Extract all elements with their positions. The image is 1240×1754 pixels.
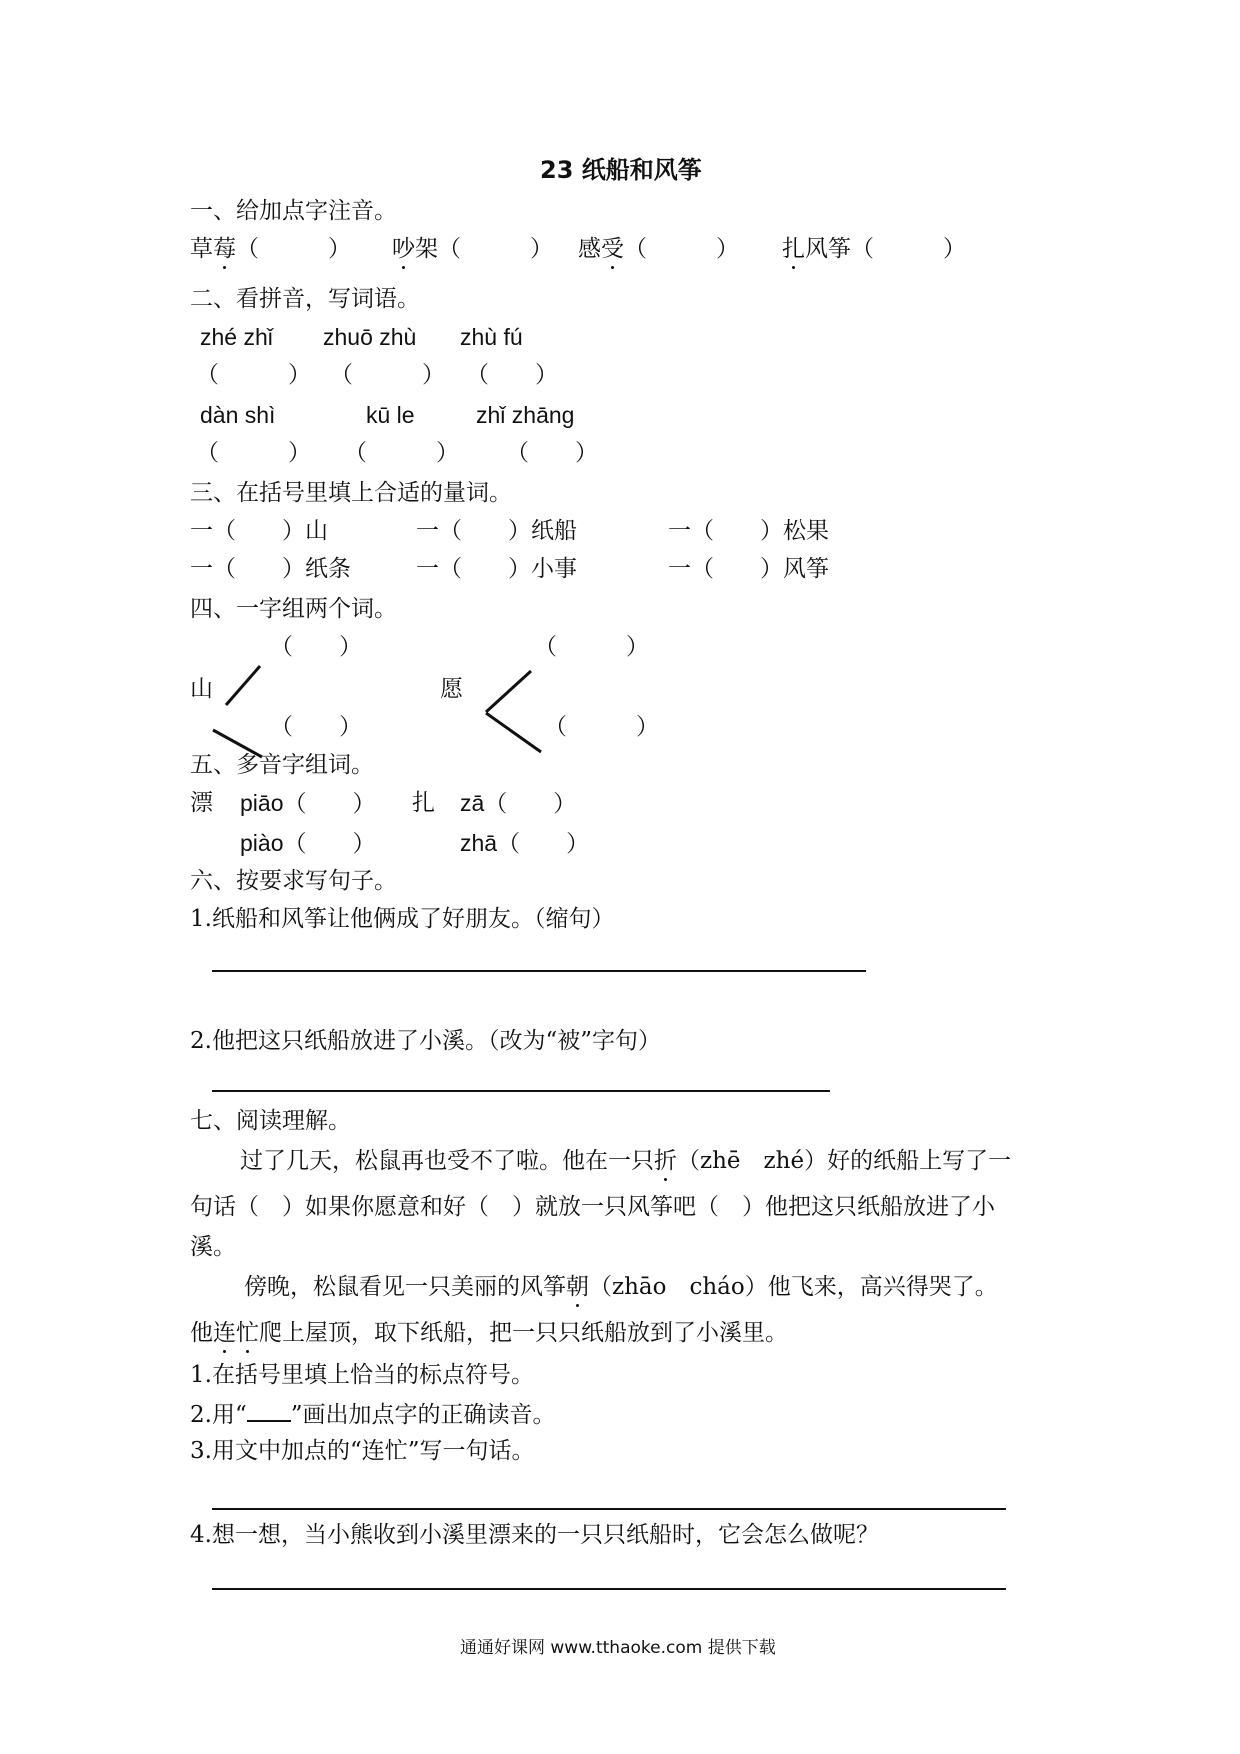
polyphone-char-1: 漂 — [190, 790, 213, 816]
s1-item-3: 感受（ ） — [578, 236, 739, 262]
dotted-char: 受 — [601, 236, 624, 262]
page-title: 23 纸船和风筝 — [540, 156, 702, 184]
s6-question-1: 1.纸船和风筝让他俩成了好朋友。（缩句） — [190, 906, 615, 932]
branch-line-down — [486, 713, 541, 752]
measure-item: 一（ ）小事 — [416, 556, 577, 582]
dotted-char: 折 — [654, 1148, 677, 1174]
pinyin-4: dàn shì — [200, 402, 276, 428]
s7-question-3: 3.用文中加点的“连忙”写一句话。 — [190, 1438, 535, 1464]
section-7-heading: 七、阅读理解。 — [190, 1108, 351, 1134]
answer-box: （ ） — [506, 440, 598, 466]
s1-item-2: 吵架（ ） — [392, 236, 553, 262]
polyphone-reading: zā（ ） — [460, 790, 577, 816]
answer-box: （ ） — [196, 440, 311, 466]
s7-question-2: 2.用“ ”画出加点字的正确读音。 — [190, 1402, 556, 1428]
pinyin-1: zhé zhǐ — [200, 324, 273, 350]
answer-box: （ ） — [196, 362, 311, 388]
pinyin-6: zhǐ zhāng — [476, 402, 575, 428]
answer-line — [212, 1588, 1006, 1590]
dotted-char: 吵 — [392, 236, 415, 262]
answer-box: （ ） — [330, 362, 445, 388]
section-1-heading: 一、给加点字注音。 — [190, 198, 397, 224]
s7-question-4: 4.想一想，当小熊收到小溪里漂来的一只只纸船时，它会怎么做呢？ — [190, 1522, 879, 1548]
answer-box: （ ） — [270, 634, 362, 660]
word-char-2: 愿 — [440, 676, 463, 702]
measure-item: 一（ ）风筝 — [668, 556, 829, 582]
s1-item-1: 草莓（ ） — [190, 236, 351, 262]
reading-p1-line3: 溪。 — [190, 1234, 236, 1260]
section-4-heading: 四、一字组两个词。 — [190, 596, 397, 622]
reading-p2-line1: 傍晚，松鼠看见一只美丽的风筝朝（zhāo cháo）他飞来，高兴得哭了。 — [244, 1274, 998, 1300]
answer-box: （ ） — [544, 714, 659, 740]
measure-item: 一（ ）松果 — [668, 518, 829, 544]
dotted-char: 朝 — [566, 1274, 589, 1300]
answer-box: （ ） — [344, 440, 459, 466]
pinyin-3: zhù fú — [460, 324, 523, 350]
underline-sample — [247, 1402, 291, 1422]
polyphone-reading: zhā（ ） — [460, 830, 590, 856]
dotted-char: 连 — [213, 1320, 236, 1346]
reading-p1-line1: 过了几天，松鼠再也受不了啦。他在一只折（zhē zhé）好的纸船上写了一 — [240, 1148, 1012, 1174]
answer-line — [212, 1508, 1006, 1510]
reading-p1-line2: 句话（ ）如果你愿意和好（ ）就放一只风筝吧（ ）他把这只纸船放进了小 — [190, 1194, 995, 1220]
answer-line — [212, 1090, 830, 1092]
branch-line-up — [226, 666, 260, 705]
s7-question-1: 1.在括号里填上恰当的标点符号。 — [190, 1362, 534, 1388]
branch-line-up — [486, 671, 531, 712]
word-char-1: 山 — [190, 676, 213, 702]
polyphone-char-2: 扎 — [412, 790, 435, 816]
answer-box: （ ） — [270, 714, 362, 740]
reading-p2-line2: 他连忙爬上屋顶，取下纸船，把一只只纸船放到了小溪里。 — [190, 1320, 788, 1346]
section-6-heading: 六、按要求写句子。 — [190, 868, 397, 894]
measure-item: 一（ ）山 — [190, 518, 328, 544]
polyphone-reading: piào（ ） — [240, 830, 376, 856]
dotted-char: 扎 — [782, 236, 805, 262]
s6-question-2: 2.他把这只纸船放进了小溪。（改为“被”字句） — [190, 1028, 661, 1054]
dotted-char: 忙 — [236, 1320, 259, 1346]
footer-credit: 通通好课网 www.tthaoke.com 提供下载 — [460, 1638, 776, 1658]
section-2-heading: 二、看拼音，写词语。 — [190, 286, 420, 312]
section-3-heading: 三、在括号里填上合适的量词。 — [190, 480, 512, 506]
s1-item-4: 扎风筝（ ） — [782, 236, 966, 262]
dotted-char: 莓 — [213, 236, 236, 262]
section-5-heading: 五、多音字组词。 — [190, 752, 374, 778]
answer-line — [212, 970, 866, 972]
answer-box: （ ） — [466, 362, 558, 388]
pinyin-5: kū le — [366, 402, 415, 428]
polyphone-reading: piāo（ ） — [240, 790, 376, 816]
measure-item: 一（ ）纸船 — [416, 518, 577, 544]
answer-box: （ ） — [534, 634, 649, 660]
measure-item: 一（ ）纸条 — [190, 556, 351, 582]
pinyin-2: zhuō zhù — [323, 324, 417, 350]
